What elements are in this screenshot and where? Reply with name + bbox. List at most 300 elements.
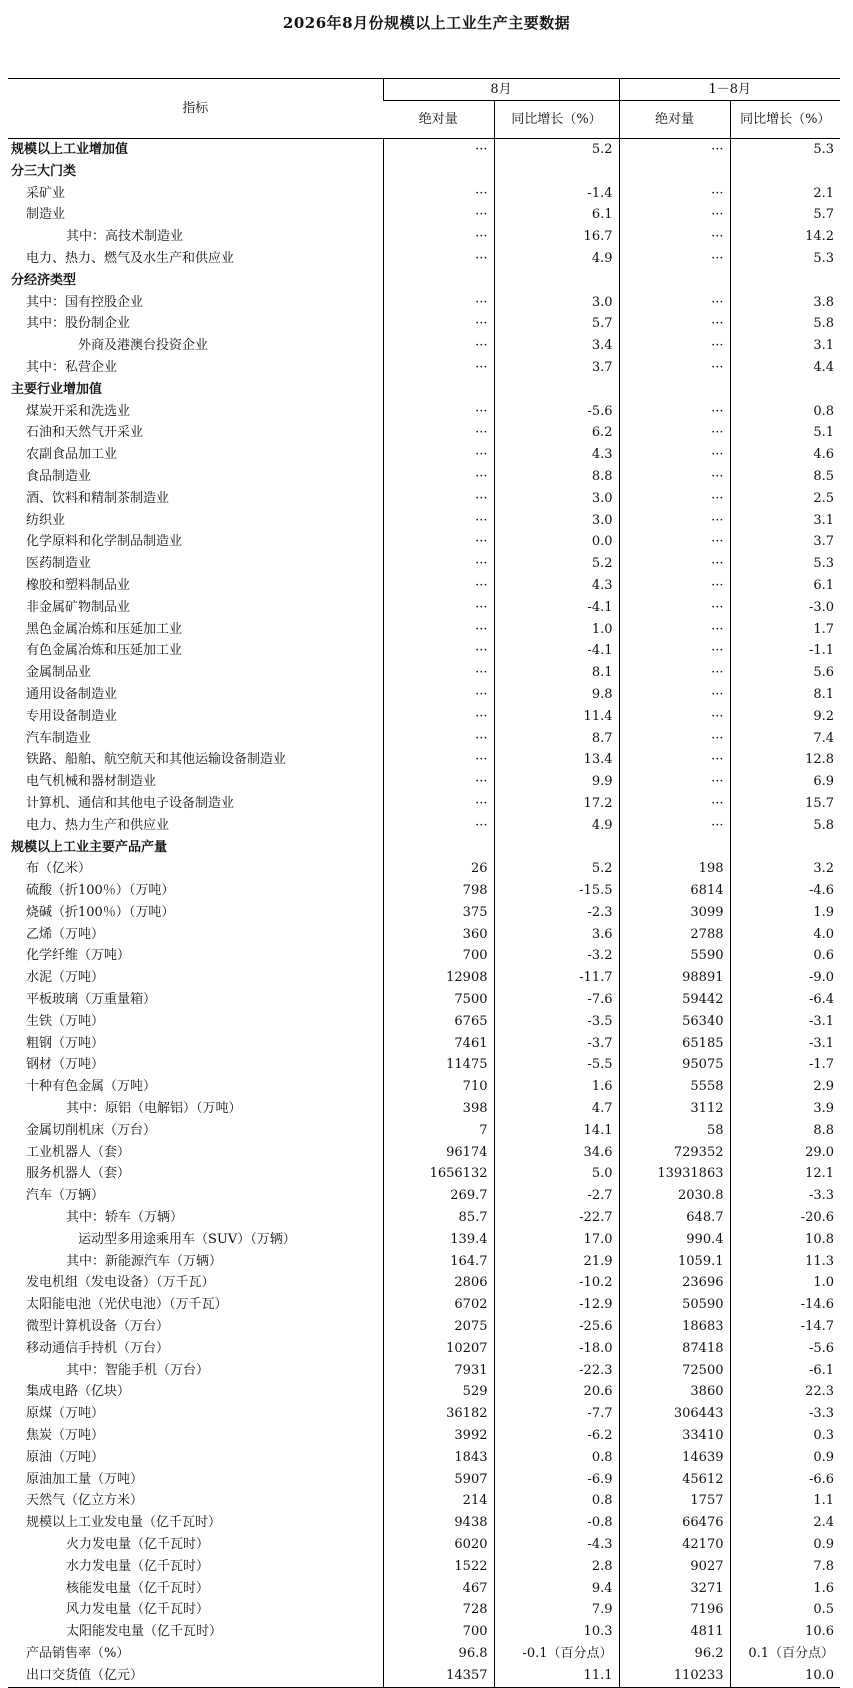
indicator-name: 农副食品加工业 [26, 447, 118, 463]
ytd-yoy-cell: 5.8 [730, 313, 840, 335]
month-abs-cell: 728 [383, 1599, 494, 1621]
month-abs-cell: ··· [383, 183, 494, 205]
indicator-name: 火力发电量（亿千瓦时） [66, 1537, 210, 1552]
ytd-abs-cell: 23696 [619, 1272, 730, 1294]
indicator-name: 通用设备制造业 [26, 686, 118, 702]
table-row [8, 248, 840, 270]
indicator-name: 其中：高技术制造业 [66, 229, 184, 245]
indicator-name: 橡胶和塑料制品业 [26, 577, 131, 593]
table-row [8, 619, 840, 641]
ytd-yoy-cell: 3.7 [730, 531, 840, 553]
month-abs-cell: 85.7 [383, 1207, 494, 1229]
month-yoy-cell: -18.0 [494, 1338, 619, 1360]
ytd-abs-cell: ··· [619, 139, 730, 161]
table-row [8, 1316, 840, 1338]
month-yoy-cell [494, 379, 619, 401]
ytd-yoy-cell: 3.9 [730, 1098, 840, 1120]
month-yoy-cell: -25.6 [494, 1316, 619, 1338]
table-row [8, 597, 840, 619]
month-yoy-cell: -7.7 [494, 1403, 619, 1425]
table-row [8, 204, 840, 226]
ytd-header: 1－8月 [619, 79, 840, 101]
month-abs-cell: 269.7 [383, 1185, 494, 1207]
ytd-abs-cell: 96.2 [619, 1643, 730, 1665]
ytd-yoy-cell: 8.5 [730, 466, 840, 488]
ytd-abs-cell: ··· [619, 401, 730, 423]
ytd-yoy-cell [730, 161, 840, 183]
month-yoy-cell: 20.6 [494, 1381, 619, 1403]
ytd-yoy-cell: -3.0 [730, 597, 840, 619]
ytd-abs-cell: ··· [619, 749, 730, 771]
indicator-name: 其中：私营企业 [26, 359, 118, 375]
ytd-abs-cell: 110233 [619, 1665, 730, 1687]
table-row [8, 662, 840, 684]
month-yoy-cell: -6.9 [494, 1469, 619, 1491]
indicator-name: 电力、热力、燃气及水生产和供应业 [26, 250, 235, 266]
ytd-abs-cell: 306443 [619, 1403, 730, 1425]
month-yoy-cell: 4.7 [494, 1098, 619, 1120]
month-yoy-cell: 3.0 [494, 488, 619, 510]
month-abs-cell: ··· [383, 292, 494, 314]
ytd-abs-cell: ··· [619, 183, 730, 205]
ytd-abs-cell: 56340 [619, 1011, 730, 1033]
table-row [8, 1054, 840, 1076]
table-row [8, 1163, 840, 1185]
table-row [8, 1403, 840, 1425]
ytd-yoy-cell: 2.1 [730, 183, 840, 205]
month-abs-cell: 3992 [383, 1425, 494, 1447]
indicator-name: 原油加工量（万吨） [26, 1471, 144, 1487]
month-yoy-cell: 3.7 [494, 357, 619, 379]
table-row [8, 1578, 840, 1600]
month-abs-cell: 700 [383, 945, 494, 967]
ytd-abs-cell: ··· [619, 226, 730, 248]
month-abs-cell: 9438 [383, 1512, 494, 1534]
month-abs-cell: ··· [383, 531, 494, 553]
month-yoy-cell: -2.7 [494, 1185, 619, 1207]
ytd-abs-cell [619, 161, 730, 183]
ytd-yoy-cell: 5.3 [730, 139, 840, 161]
table-row [8, 1381, 840, 1403]
month-abs-cell: ··· [383, 466, 494, 488]
ytd-abs-cell: ··· [619, 640, 730, 662]
month-yoy-cell: 6.2 [494, 422, 619, 444]
month-abs-cell: ··· [383, 553, 494, 575]
ytd-abs-cell: 198 [619, 858, 730, 880]
ytd-abs-cell: ··· [619, 662, 730, 684]
ytd-yoy-cell: 1.9 [730, 902, 840, 924]
table-row [8, 183, 840, 205]
ytd-yoy-cell: 11.3 [730, 1251, 840, 1273]
month-abs-cell: ··· [383, 662, 494, 684]
table-row [8, 1272, 840, 1294]
month-yoy-cell: -5.5 [494, 1054, 619, 1076]
ytd-yoy-cell: 3.8 [730, 292, 840, 314]
ytd-yoy-cell: -3.3 [730, 1185, 840, 1207]
indicator-name: 分经济类型 [11, 272, 77, 288]
month-abs-cell [383, 161, 494, 183]
table-row [8, 1294, 840, 1316]
ytd-abs-cell: 7196 [619, 1599, 730, 1621]
table-body [8, 139, 840, 1688]
month-yoy-cell: 3.0 [494, 292, 619, 314]
indicator-name: 金属切削机床（万台） [26, 1122, 157, 1138]
month-abs-cell: ··· [383, 139, 494, 161]
table-row [8, 357, 840, 379]
ytd-yoy-cell: 5.3 [730, 248, 840, 270]
indicator-name: 有色金属冶炼和压延加工业 [26, 643, 183, 659]
indicator-name: 其中：智能手机（万台） [66, 1362, 210, 1378]
ytd-yoy-cell: 0.9 [730, 1534, 840, 1556]
month-abs-cell: 360 [383, 924, 494, 946]
month-abs-cell: 11475 [383, 1054, 494, 1076]
ytd-abs-cell: ··· [619, 706, 730, 728]
data-table [8, 78, 840, 1688]
indicator-header: 指标 [8, 79, 383, 139]
ytd-abs-cell: ··· [619, 488, 730, 510]
month-abs-cell: 14357 [383, 1665, 494, 1687]
month-yoy-cell: -1.4 [494, 183, 619, 205]
month-abs-cell: 7500 [383, 989, 494, 1011]
month-yoy-cell: 10.3 [494, 1621, 619, 1643]
table-row [8, 1338, 840, 1360]
ytd-abs-cell: ··· [619, 793, 730, 815]
indicator-name: 乙烯（万吨） [26, 926, 105, 942]
month-yoy-cell: 8.1 [494, 662, 619, 684]
table-row [8, 1098, 840, 1120]
month-abs-cell: ··· [383, 226, 494, 248]
month-yoy-cell: 5.0 [494, 1163, 619, 1185]
table-row [8, 1447, 840, 1469]
month-yoy-cell: 4.9 [494, 815, 619, 837]
month-yoy-cell: 6.1 [494, 204, 619, 226]
month-abs-cell [383, 270, 494, 292]
month-abs-cell: ··· [383, 771, 494, 793]
ytd-yoy-cell: -6.4 [730, 989, 840, 1011]
ytd-abs-cell: ··· [619, 728, 730, 750]
ytd-abs-cell: 14639 [619, 1447, 730, 1469]
month-abs-cell: 1522 [383, 1556, 494, 1578]
indicator-name: 平板玻璃（万重量箱） [26, 992, 157, 1008]
month-yoy-cell: -7.6 [494, 989, 619, 1011]
ytd-yoy-cell: 0.1（百分点） [730, 1643, 840, 1665]
month-yoy-cell: 34.6 [494, 1142, 619, 1164]
table-row [8, 1556, 840, 1578]
indicator-name: 电力、热力生产和供应业 [26, 817, 170, 833]
indicator-name: 其中：股份制企业 [26, 316, 131, 332]
month-abs-cell: 700 [383, 1621, 494, 1643]
month-yoy-cell [494, 837, 619, 859]
month-yoy-cell: -3.2 [494, 945, 619, 967]
indicator-name: 水力发电量（亿千瓦时） [66, 1558, 210, 1574]
table-row [8, 1011, 840, 1033]
ytd-abs-cell: ··· [619, 292, 730, 314]
month-abs-cell: ··· [383, 749, 494, 771]
table-row [8, 880, 840, 902]
ytd-abs-cell: 33410 [619, 1425, 730, 1447]
table-row [8, 967, 840, 989]
ytd-yoy-cell: 10.8 [730, 1229, 840, 1251]
month-yoy-cell: -12.9 [494, 1294, 619, 1316]
ytd-yoy-cell: 7.4 [730, 728, 840, 750]
ytd-yoy-cell: 0.5 [730, 1599, 840, 1621]
ytd-yoy-cell: 6.1 [730, 575, 840, 597]
ytd-yoy-cell: 1.6 [730, 1578, 840, 1600]
month-yoy-cell: -3.5 [494, 1011, 619, 1033]
ytd-abs-cell: ··· [619, 313, 730, 335]
month-yoy-cell: -5.6 [494, 401, 619, 423]
month-yoy-cell: 3.6 [494, 924, 619, 946]
indicator-name: 制造业 [26, 207, 66, 223]
month-yoy-cell: -11.7 [494, 967, 619, 989]
indicator-name: 酒、饮料和精制茶制造业 [26, 490, 170, 506]
month-yoy-cell: 4.3 [494, 575, 619, 597]
ytd-abs-cell: 6814 [619, 880, 730, 902]
ytd-abs-cell [619, 837, 730, 859]
indicator-name: 分三大门类 [11, 163, 77, 179]
ytd-yoy-cell: 8.8 [730, 1120, 840, 1142]
month-yoy-cell: 3.4 [494, 335, 619, 357]
table-row [8, 728, 840, 750]
indicator-name: 主要行业增加值 [11, 381, 103, 397]
ytd-yoy-cell: -14.7 [730, 1316, 840, 1338]
table-row [8, 1229, 840, 1251]
month-abs-cell: 7461 [383, 1033, 494, 1055]
table-row [8, 924, 840, 946]
ytd-yoy-cell: 4.6 [730, 444, 840, 466]
ytd-yoy-cell: 0.8 [730, 401, 840, 423]
ytd-yoy-cell: 2.5 [730, 488, 840, 510]
ytd-abs-cell: ··· [619, 335, 730, 357]
month-yoy-cell: -0.1（百分点） [494, 1643, 619, 1665]
month-abs-cell [383, 379, 494, 401]
month-yoy-cell: -6.2 [494, 1425, 619, 1447]
month-yoy-header: 同比增长（%） [494, 101, 619, 139]
indicator-name: 其中：国有控股企业 [26, 294, 144, 310]
month-yoy-cell [494, 270, 619, 292]
indicator-name: 食品制造业 [26, 468, 92, 484]
table-row [8, 379, 840, 401]
ytd-yoy-cell: -5.6 [730, 1338, 840, 1360]
indicator-name: 水泥（万吨） [26, 970, 105, 986]
table-row [8, 1490, 840, 1512]
month-yoy-cell: 0.0 [494, 531, 619, 553]
ytd-yoy-cell: 8.1 [730, 684, 840, 706]
month-yoy-cell: -4.1 [494, 597, 619, 619]
ytd-yoy-cell [730, 379, 840, 401]
month-yoy-cell: 11.4 [494, 706, 619, 728]
month-abs-cell: ··· [383, 335, 494, 357]
month-abs-cell: 6702 [383, 1294, 494, 1316]
indicator-name: 规模以上工业增加值 [11, 142, 129, 157]
month-abs-cell: 398 [383, 1098, 494, 1120]
month-abs-cell: ··· [383, 728, 494, 750]
month-yoy-cell: 1.0 [494, 619, 619, 641]
month-abs-cell: ··· [383, 640, 494, 662]
month-abs-cell: ··· [383, 619, 494, 641]
month-yoy-cell: 9.8 [494, 684, 619, 706]
table-row [8, 553, 840, 575]
table-row [8, 270, 840, 292]
indicator-name: 金属制品业 [26, 665, 92, 681]
month-yoy-cell: 13.4 [494, 749, 619, 771]
ytd-yoy-cell: 5.3 [730, 553, 840, 575]
ytd-abs-cell: ··· [619, 248, 730, 270]
ytd-abs-cell: 18683 [619, 1316, 730, 1338]
ytd-yoy-cell: 22.3 [730, 1381, 840, 1403]
ytd-yoy-cell: 3.1 [730, 335, 840, 357]
table-row [8, 1251, 840, 1273]
ytd-abs-cell: 3099 [619, 902, 730, 924]
ytd-yoy-cell: -9.0 [730, 967, 840, 989]
month-yoy-cell: 17.0 [494, 1229, 619, 1251]
month-yoy-cell: 16.7 [494, 226, 619, 248]
month-abs-cell: 214 [383, 1490, 494, 1512]
table-row [8, 401, 840, 423]
table-row [8, 139, 840, 161]
table-row [8, 793, 840, 815]
table-row [8, 1207, 840, 1229]
ytd-yoy-cell: 12.1 [730, 1163, 840, 1185]
indicator-name: 电气机械和器材制造业 [26, 774, 157, 790]
ytd-abs-cell: 58 [619, 1120, 730, 1142]
month-abs-cell: ··· [383, 401, 494, 423]
table-row [8, 1599, 840, 1621]
month-header: 8月 [383, 79, 619, 101]
ytd-yoy-cell: -6.1 [730, 1360, 840, 1382]
ytd-yoy-cell: 5.8 [730, 815, 840, 837]
ytd-yoy-cell: -1.1 [730, 640, 840, 662]
ytd-abs-cell: ··· [619, 422, 730, 444]
table-row [8, 945, 840, 967]
ytd-abs-cell: ··· [619, 597, 730, 619]
ytd-yoy-cell: 7.8 [730, 1556, 840, 1578]
indicator-name: 运动型多用途乘用车（SUV）（万辆） [78, 1231, 296, 1247]
indicator-name: 其中：原铝（电解铝）（万吨） [66, 1101, 242, 1117]
month-abs-cell: 7931 [383, 1360, 494, 1382]
table-row [8, 771, 840, 793]
month-yoy-cell: 17.2 [494, 793, 619, 815]
ytd-yoy-cell: -20.6 [730, 1207, 840, 1229]
month-abs-cell: 710 [383, 1076, 494, 1098]
indicator-name: 化学纤维（万吨） [26, 948, 131, 964]
ytd-yoy-cell: 1.7 [730, 619, 840, 641]
indicator-name: 硫酸（折100％）（万吨） [26, 883, 175, 899]
month-yoy-cell: -10.2 [494, 1272, 619, 1294]
month-yoy-cell: 7.9 [494, 1599, 619, 1621]
indicator-name: 汽车制造业 [26, 730, 92, 746]
indicator-name: 太阳能发电量（亿千瓦时） [66, 1624, 223, 1640]
ytd-yoy-cell: 5.6 [730, 662, 840, 684]
ytd-yoy-cell: 15.7 [730, 793, 840, 815]
ytd-yoy-cell: 5.7 [730, 204, 840, 226]
indicator-name: 纺织业 [26, 512, 66, 528]
ytd-abs-cell: 5558 [619, 1076, 730, 1098]
indicator-name: 原油（万吨） [26, 1449, 105, 1465]
ytd-yoy-cell: 0.9 [730, 1447, 840, 1469]
ytd-yoy-cell: -3.1 [730, 1033, 840, 1055]
month-abs-cell: 529 [383, 1381, 494, 1403]
ytd-abs-cell: ··· [619, 619, 730, 641]
table-row [8, 1534, 840, 1556]
indicator-name: 非金属矿物制品业 [26, 599, 131, 615]
ytd-abs-cell: 648.7 [619, 1207, 730, 1229]
table-row [8, 531, 840, 553]
month-abs-cell: 10207 [383, 1338, 494, 1360]
month-yoy-cell: -4.3 [494, 1534, 619, 1556]
table-row [8, 1469, 840, 1491]
month-yoy-cell: 2.8 [494, 1556, 619, 1578]
month-abs-cell: 139.4 [383, 1229, 494, 1251]
ytd-abs-cell: 66476 [619, 1512, 730, 1534]
indicator-name: 铁路、船舶、航空航天和其他运输设备制造业 [26, 752, 287, 768]
indicator-name: 生铁（万吨） [26, 1013, 105, 1029]
indicator-name: 移动通信手持机（万台） [26, 1340, 170, 1356]
ytd-abs-cell: ··· [619, 771, 730, 793]
table-row [8, 510, 840, 532]
table-row [8, 837, 840, 859]
table-row [8, 444, 840, 466]
ytd-abs-cell: 59442 [619, 989, 730, 1011]
ytd-yoy-cell: -3.3 [730, 1403, 840, 1425]
month-abs-cell: 798 [383, 880, 494, 902]
month-yoy-cell: 21.9 [494, 1251, 619, 1273]
ytd-abs-cell: 990.4 [619, 1229, 730, 1251]
month-abs-cell: ··· [383, 204, 494, 226]
table-row [8, 1185, 840, 1207]
ytd-yoy-cell: 29.0 [730, 1142, 840, 1164]
month-abs-cell: ··· [383, 706, 494, 728]
ytd-abs-cell: 3271 [619, 1578, 730, 1600]
ytd-abs-cell: ··· [619, 466, 730, 488]
month-abs-cell [383, 837, 494, 859]
indicator-name: 采矿业 [26, 185, 66, 201]
month-abs-cell: 2075 [383, 1316, 494, 1338]
month-abs-cell: 5907 [383, 1469, 494, 1491]
ytd-abs-cell: 65185 [619, 1033, 730, 1055]
ytd-abs-cell: 2788 [619, 924, 730, 946]
ytd-abs-cell: 87418 [619, 1338, 730, 1360]
month-abs-cell: 6765 [383, 1011, 494, 1033]
month-yoy-cell: 5.2 [494, 858, 619, 880]
ytd-abs-cell: 45612 [619, 1469, 730, 1491]
indicator-name: 焦炭（万吨） [26, 1428, 105, 1444]
table-row [8, 1665, 840, 1687]
indicator-name: 出口交货值（亿元） [8, 1665, 383, 1687]
month-abs-cell: ··· [383, 422, 494, 444]
ytd-abs-cell: 98891 [619, 967, 730, 989]
table-row [8, 1360, 840, 1382]
ytd-abs-cell: 72500 [619, 1360, 730, 1382]
table-row [8, 422, 840, 444]
ytd-yoy-cell: -1.7 [730, 1054, 840, 1076]
indicator-name: 其中：新能源汽车（万辆） [66, 1253, 223, 1269]
month-yoy-cell: 0.8 [494, 1447, 619, 1469]
ytd-yoy-cell: -3.1 [730, 1011, 840, 1033]
indicator-name: 黑色金属冶炼和压延加工业 [26, 621, 183, 637]
indicator-name: 太阳能电池（光伏电池）（万千瓦） [26, 1297, 228, 1313]
month-abs-cell: ··· [383, 793, 494, 815]
indicator-name: 微型计算机设备（万台） [26, 1319, 170, 1335]
table-row [8, 575, 840, 597]
ytd-abs-cell: ··· [619, 684, 730, 706]
ytd-abs-cell: 3860 [619, 1381, 730, 1403]
month-yoy-cell: 8.7 [494, 728, 619, 750]
ytd-abs-cell: 13931863 [619, 1163, 730, 1185]
month-yoy-cell: 4.3 [494, 444, 619, 466]
ytd-yoy-cell: 5.1 [730, 422, 840, 444]
ytd-yoy-cell: 3.1 [730, 510, 840, 532]
